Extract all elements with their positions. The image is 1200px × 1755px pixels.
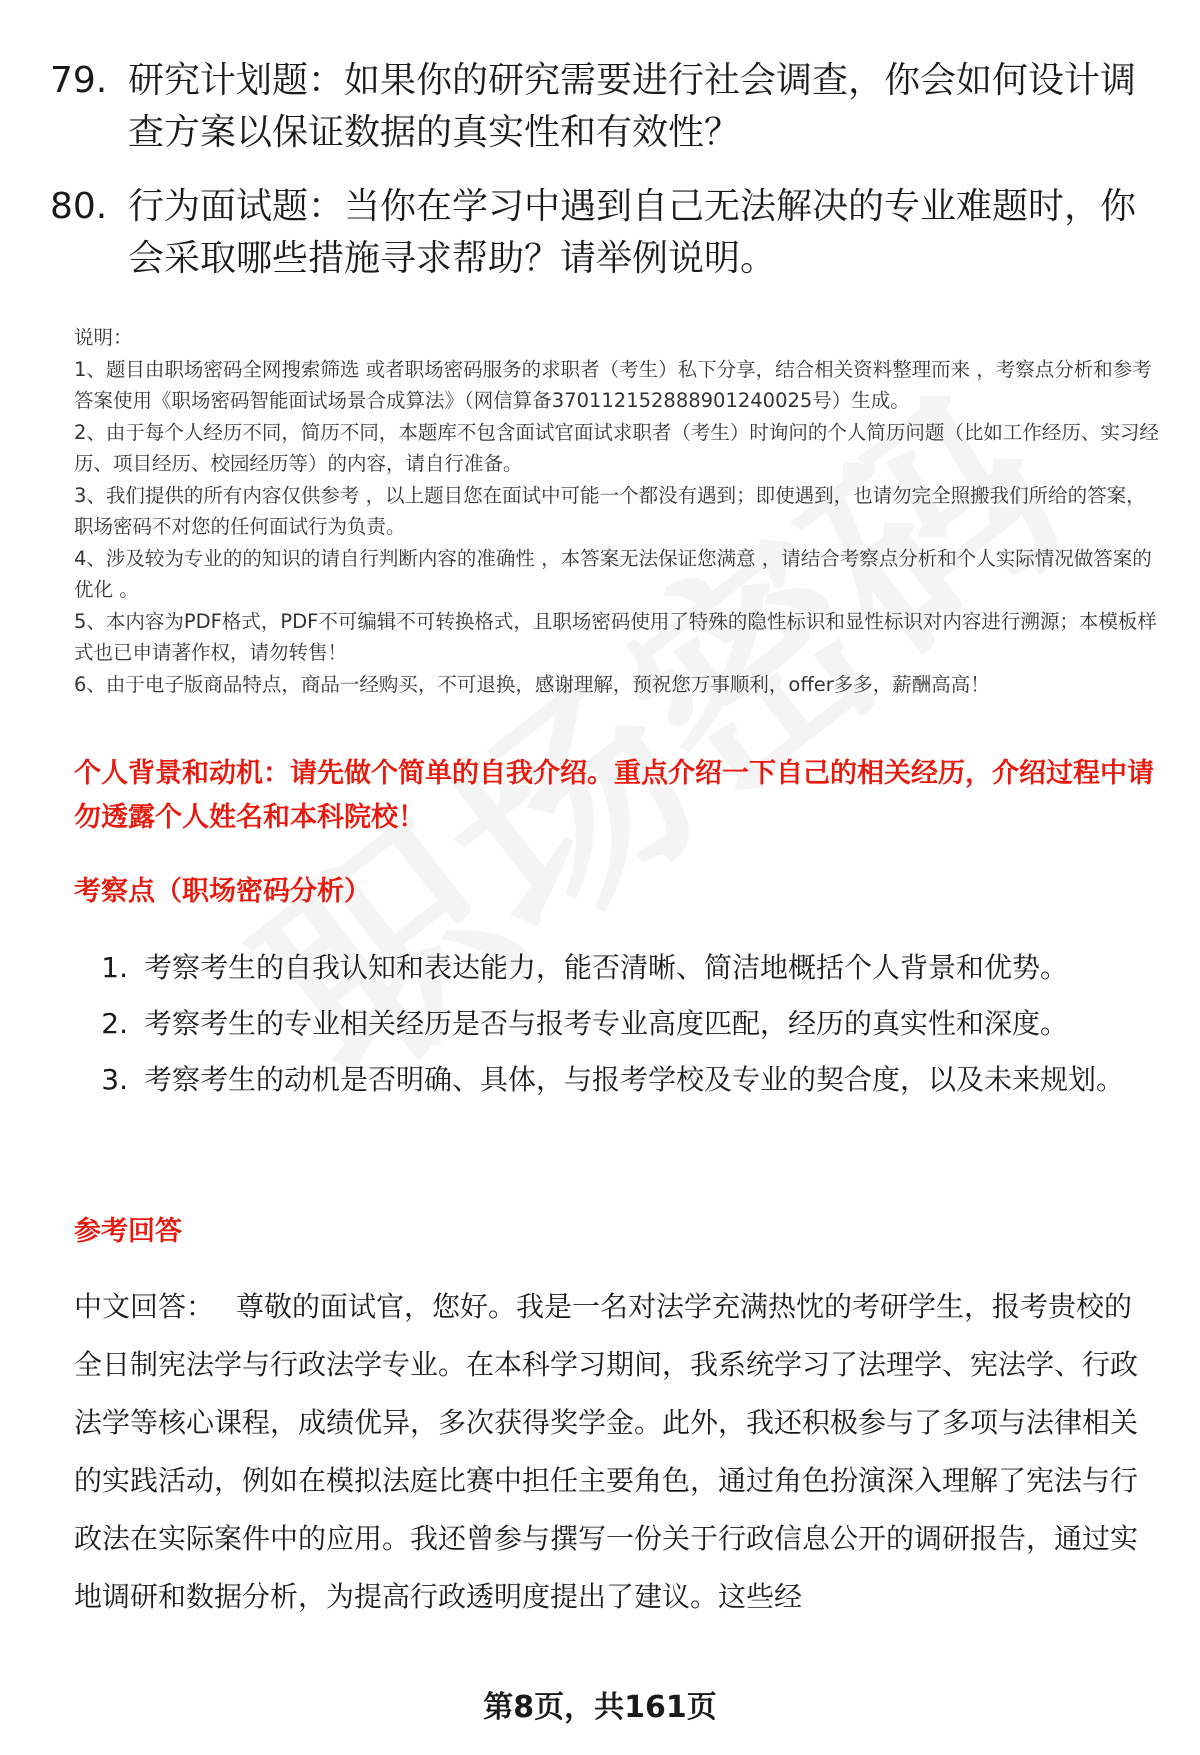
point-text: 考察考生的自我认知和表达能力，能否清晰、简洁地概括个人背景和优势。: [144, 951, 1069, 984]
point-text: 考察考生的动机是否明确、具体，与报考学校及专业的契合度，以及未来规划。: [144, 1063, 1125, 1096]
analysis-point: [74, 1052, 1124, 1108]
question-number: 80.: [50, 186, 108, 227]
notes-title: 说明：: [74, 326, 133, 349]
point-number: 3.: [101, 1063, 128, 1096]
point-text: 考察考生的专业相关经历是否与报考专业高度匹配，经历的真实性和深度。: [144, 1007, 1069, 1040]
analysis-title: 考察点（职场密码分析）: [74, 876, 371, 907]
note-item: 2、由于每个人经历不同，简历不同，本题库不包含面试官面试求职者（考生）时询问的个人简历问题（比如工作经历、实习经历、项目经历、校园经历等）的内容，请自行准备。: [74, 420, 1159, 475]
point-number: 1.: [101, 951, 128, 984]
question-item: [50, 55, 1150, 159]
analysis-point: [74, 996, 1124, 1052]
page-indicator: 第8页，共161页: [483, 1690, 717, 1725]
reference-answer: [74, 1278, 1159, 1626]
note-item: 3、我们提供的所有内容仅供参考 ，以上题目您在面试中可能一个都没有遇到；即使遇到，也请勿完全照搬我们所给的答案，职场密码不对您的任何面试行为负责。: [74, 483, 1146, 538]
analysis-point-list: [74, 940, 1124, 1108]
answer-text: 尊敬的面试官，您好。我是一名对法学充满热忱的考研学生，报考贵校的全日制宪法学与行政法学专业。在本科学习期间，我系统学习了法理学、宪法学、行政法学等核心课程，成绩优异，多次获得奖学金。此外，我还积极参与了多项与法律相关的实践活动，例如在模拟法庭比赛中担任主要角色，通过角色扮演深入理解了宪法与行政法在实际案件中的应用。我还曾参与撰写一份关于行政信息公开的调研报告，通过实地调研和数据分析，为提高行政透明度提出了建议。这些经: [74, 1290, 1139, 1613]
note-item: 1、题目由职场密码全网搜索筛选 或者职场密码服务的求职者（考生）私下分享，结合相关资料整理而来 ，考察点分析和参考答案使用《职场密码智能面试场景合成算法》（网信算备370112152888901240025号）生成。: [74, 357, 1152, 412]
current-question-heading: 个人背景和动机：请先做个简单的自我介绍。重点介绍一下自己的相关经历，介绍过程中请勿透露个人姓名和本科院校！: [74, 758, 1154, 833]
question-item: [50, 181, 1150, 285]
notes-section: [74, 322, 1164, 700]
question-text: 行为面试题：当你在学习中遇到自己无法解决的专业难题时，你会采取哪些措施寻求帮助？请举例说明。: [128, 186, 1137, 279]
question-list: [50, 55, 1150, 307]
question-text: 研究计划题：如果你的研究需要进行社会调查，你会如何设计调查方案以保证数据的真实性和有效性？: [128, 60, 1137, 153]
note-item: 4、涉及较为专业的的知识的请自行判断内容的准确性 ，本答案无法保证您满意 ，请结合考察点分析和个人实际情况做答案的优化 。: [74, 546, 1152, 601]
analysis-point: [74, 940, 1124, 996]
note-item: 6、由于电子版商品特点，商品一经购买，不可退换，感谢理解，预祝您万事顺利，offer多多，薪酬高高！: [74, 672, 990, 696]
point-number: 2.: [101, 1007, 128, 1040]
reference-title: 参考回答: [74, 1216, 182, 1247]
note-item: 5、本内容为PDF格式，PDF不可编辑不可转换格式，且职场密码使用了特殊的隐性标识和显性标识对内容进行溯源；本模板样式也已申请著作权，请勿转售！: [74, 609, 1157, 664]
question-number: 79.: [50, 60, 108, 101]
answer-label: 中文回答：: [74, 1290, 215, 1323]
